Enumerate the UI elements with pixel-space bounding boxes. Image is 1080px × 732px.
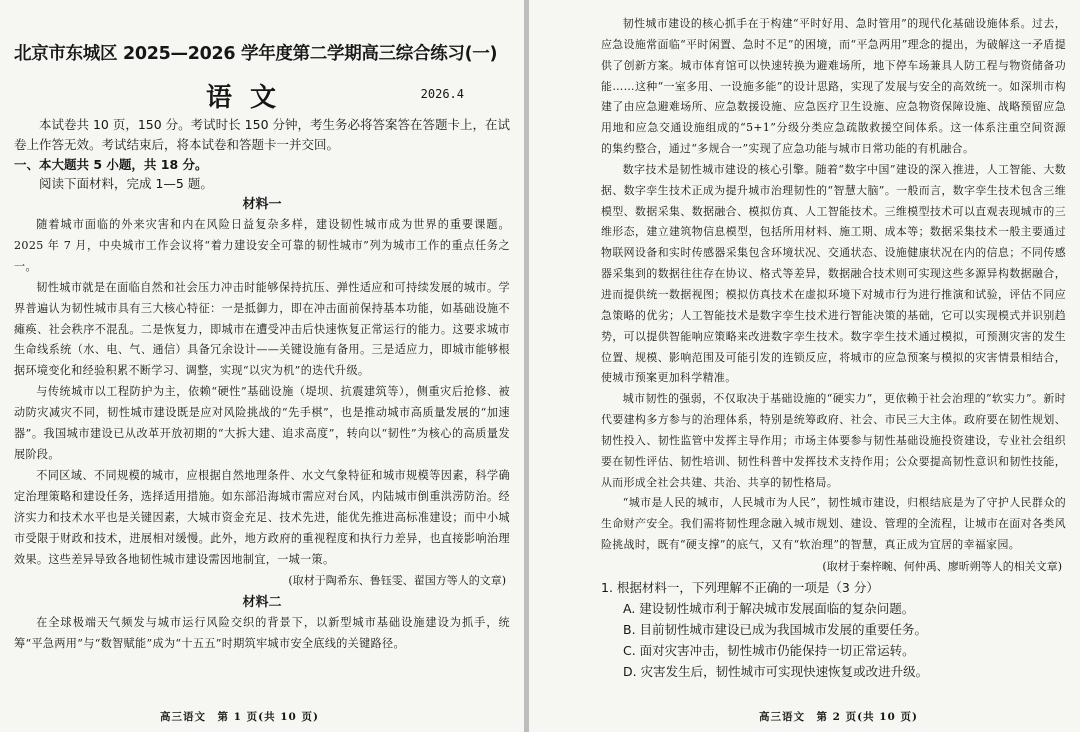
material-2-paragraph: 韧性城市建设的核心抓手在于构建“平时好用、急时管用”的现代化基础设施体系。过去，应急设施常面临“平时闲置、急时不足”的困境，而“平急两用”理念的提出，为破解这一矛盾提供了创新方案。城市体育馆可以快速转换为避难场所，地下停车场兼具人防工程与物资储备功能……这种“一室多用、一设施多能”的设计思路，实现了发展与安全的高效统一。如深圳市构建了由应急避难场所、应急数援设施、应急医疗卫生设施、应急物资保障设施、战略预留应急用地和应急交通设施组成的“5+1”分级分类应急疏散救援空间体系。这一体系注重空间资源的集约整合，通过“多规合一”实现了应急功能与城市日常功能的有机融合。 bbox=[601, 17, 1066, 156]
material-2-paragraph: 数字技术是韧性城市建设的核心引擎。随着“数字中国”建设的深入推进，人工智能、大数据、数字孪生技术正成为提升城市治理韧性的“智慧大脑”。一般而言，数字孪生技术包含三维模型、数据采集、数据融合、模拟仿真、人工智能技术。三维模型技术可以直观表现城市的三维形态，建立建筑物信息模型，包括所用材料、施工期、成本等；数据采集技术一般主要通过物联网设备和实时传感器采集包含环境状况、交通状态、设施健康状况在内的信息；不同传感器采集到的数据往往存在协议、格式等差异，数据融合技术则可实现这些多源异构数据融合，进而提供统一数据视图；模拟仿真技术在虚拟环境下对城市行为进行推演和试验，评估不同应急策略的优劣；人工智能技术是数字孪生技术进行智能决策的基础，它可以实现模式并识别趋势，可以提供智能响应策略来改进数字孪生技术。数字孪生技术通过模拟，可预测灾害的发生位置、规模、影响范围及可能引发的连锁反应，将城市的应急预案与模拟的灾害情景相结合，使城市预案更加科学精准。 bbox=[601, 162, 1066, 385]
exam-date: 2026.4 bbox=[420, 87, 464, 101]
section-heading: 一、本大题共 5 小题，共 18 分。 bbox=[14, 157, 208, 172]
option-d: D. 灾害发生后，韧性城市可实现快速恢复或改进升级。 bbox=[623, 663, 929, 679]
option-b: B. 目前韧性城市建设已成为我国城市发展的重要任务。 bbox=[623, 621, 928, 637]
material-2-title: 材料二 bbox=[242, 595, 282, 611]
material-1-paragraph: 韧性城市就是在面临自然和社会压力冲击时能够保持抗压、弹性适应和可持续发展的城市。学界普遍认为韧性城市具有三大核心特征：一是抵御力，即在冲击面前保持基本功能，如基础设施不瘫痪、社会秩序不混乱。二是恢复力，即城市在遭受冲击后快速恢复正常运行的能力。这要求城市生命线系统（水、电、气、通信）具备冗余设计——关键设施有备用。三是适应力，即城市能够根据环境变化和经验积累不断学习、调整，实现“以灾为机”的迭代升级。 bbox=[14, 280, 510, 378]
material-2-paragraph: “城市是人民的城市，人民城市为人民”，韧性城市建设，归根结底是为了守护人民群众的生命财产安全。我们需将韧性理念融入城市规划、建设、管理的全流程，让城市在面对各类风险挑战时，既有“硬支撑”的底气，又有“软治理”的智慧，真正成为宜居的幸福家园。 bbox=[601, 496, 1066, 552]
material-1-paragraph: 不同区域、不同规模的城市，应根据自然地理条件、水文气象特征和城市规模等因素，科学确定治理策略和建设任务，选择适用措施。如东部沿海城市需应对台风，内陆城市倒重洪涝防治。经济实力和技术水平也是关键因素，大城市资金充足、技术先进，能优先推进高标准建设；而中小城市受限于财政和技术，进展相对缓慢。此外，地方政府的重视程度和执行力差异，也直接影响治理效果。这些差异导致各地韧性城市建设需因地制宜，一城一策。 bbox=[14, 468, 510, 566]
subject-row bbox=[14, 77, 510, 115]
instructions: 本试卷共 10 页，150 分。考试时长 150 分钟，考生务必将答案答在答题卡上，在试卷上作答无效。考试结束后，将本试卷和答题卡一并交回。 bbox=[14, 117, 510, 152]
section-subheading: 阅读下面材料，完成 1—5 题。 bbox=[39, 176, 213, 191]
question-1: 1. 根据材料一，下列理解不正确的一项是（3 分） bbox=[601, 579, 879, 595]
page-footer: 高三语文 第 1 页(共 10 页) bbox=[160, 711, 319, 723]
material-2-paragraph: 在全球极端天气频发与城市运行风险交织的背景下，以新型城市基础设施建设为抓手，统筹“平急两用”与“数智赋能”成为“十五五”时期筑牢城市安全底线的关键路径。 bbox=[14, 616, 510, 651]
page-1 bbox=[0, 0, 524, 732]
subject-title: 语文 bbox=[206, 83, 295, 113]
material-2-paragraph: 城市韧性的强弱，不仅取决于基础设施的“硬实力”，更依赖于社会治理的“软实力”。新时代要建构多方参与的治理体系，特别是统筹政府、社会、市民三大主体。政府要在韧性规划、韧性投入、韧性监管中发挥主导作用；市场主体要参与韧性基础设施投资建设，专业社会组织要在韧性评估、韧性培训、韧性科普中发挥技术支持作用；公众要提高韧性意识和韧性技能，从而形成全社会共建、共治、共享的韧性格局。 bbox=[601, 392, 1066, 489]
option-c: C. 面对灾害冲击，韧性城市仍能保持一切正常运转。 bbox=[623, 642, 915, 658]
page-footer: 高三语文 第 2 页(共 10 页) bbox=[759, 711, 918, 723]
exam-title: 北京市东城区 2025—2026 学年度第二学期高三综合练习(一) bbox=[14, 44, 498, 64]
page-2 bbox=[529, 0, 1080, 732]
material-1-paragraph: 与传统城市以工程防护为主，依赖“硬性”基础设施（堤坝、抗震建筑等），侧重灾后抢修、被动防灾减灾不同，韧性城市建设既是应对风险挑战的“先手棋”，也是推动城市高质量发展的“加速器”。我国城市建设已从改革开放初期的“大拆大建、追求高度”，转向以“韧性”为核心的高质量发展阶段。 bbox=[14, 385, 510, 461]
material-2-source: (取材于秦梓畹、何仲禹、廖昕朔等人的相关文章) bbox=[822, 559, 1062, 573]
material-1-paragraph: 随着城市面临的外来灾害和内在风险日益复杂多样，建设韧性城市成为世界的重要课题。2025 年 7 月，中央城市工作会议将“着力建设安全可靠的韧性城市”列为城市工作的重点任务之一。 bbox=[14, 218, 510, 273]
material-1-source: (取材于陶希东、鲁钰雯、翟国方等人的文章) bbox=[288, 574, 506, 588]
option-a: A. 建设韧性城市利于解决城市发展面临的复杂问题。 bbox=[623, 600, 915, 616]
material-1-title: 材料一 bbox=[242, 197, 282, 212]
